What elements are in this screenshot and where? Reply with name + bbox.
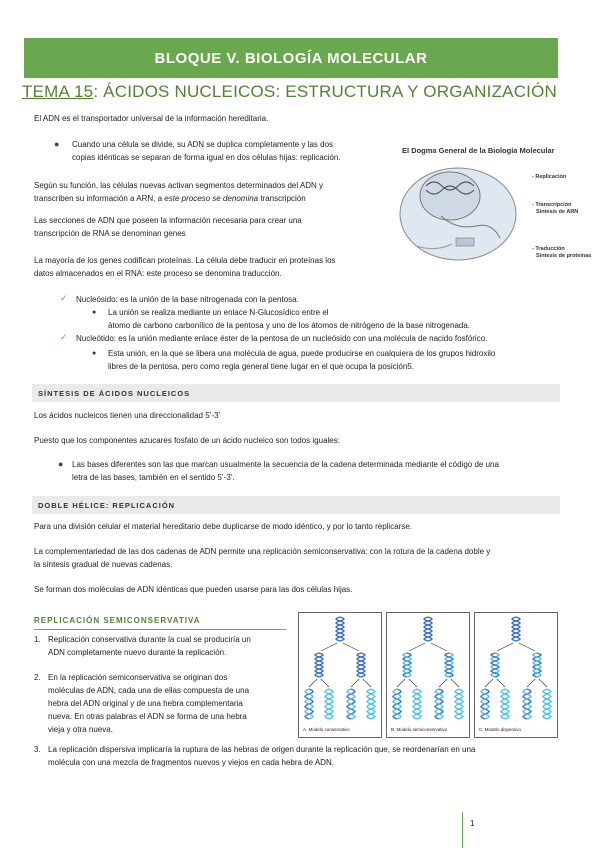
dna-helix <box>512 617 520 641</box>
bloque-banner <box>24 38 558 78</box>
semiconservative-helices <box>387 613 469 725</box>
dna-helix <box>543 689 551 719</box>
arrow <box>321 643 337 651</box>
arrow <box>539 679 547 687</box>
nucleosido-sub-line-1: La unión se realiza mediante un enlace N-Glucosídico entre el <box>108 308 329 317</box>
sintesis-paragraph-2: Puesto que los componentes azucares fosfato de un ácido nucleico son todos iguales: <box>34 436 340 445</box>
bullet-icon: ● <box>58 459 64 469</box>
sintesis-bullet-line-2: letra de las bases, también en el sentido 5’-3’. <box>72 473 235 482</box>
nucleotido-sub-line-1: Esta unión, en la que se libera una molécula de agua, puede producirse en cualquiera de los grupos hidroxilo <box>108 349 496 358</box>
doble-helice-heading <box>32 496 560 514</box>
ribosome <box>456 238 474 246</box>
cell-illustration <box>396 156 526 268</box>
sintesis-heading-text: SÍNTESIS DE ÁCIDOS NUCLEICOS <box>38 388 191 398</box>
sintesis-bullet-line-1: Las bases diferentes son las que marcan usualmente la secuencia de la cadena determinada mediante el código de una <box>72 460 499 469</box>
doble-helice-heading-text: DOBLE HÉLICE: REPLICACIÓN <box>38 500 176 510</box>
tema-number: TEMA 15 <box>22 82 94 101</box>
caption-semiconservative: B. Modelo semiconservativo <box>391 727 448 732</box>
arrow <box>451 679 459 687</box>
intro-bullet-line-1: Cuando una célula se divide, su ADN se duplica completamente y las dos <box>72 140 334 149</box>
item-number: 2. <box>34 673 41 682</box>
check-icon: ✓ <box>60 293 68 303</box>
dna-helix <box>445 653 453 677</box>
label-replicacion: - Replicación <box>532 174 567 180</box>
arrow <box>409 679 417 687</box>
caption-dispersive: C. Modelo dispersivo <box>479 727 522 732</box>
dna-helix <box>435 689 443 719</box>
italic-span: este proceso se denomina <box>164 194 259 203</box>
dogma-figure <box>396 138 591 270</box>
tema-title <box>22 82 557 102</box>
item-number: 1. <box>34 635 41 644</box>
check-icon: ✓ <box>60 332 68 342</box>
dna-helix <box>347 689 355 719</box>
intro-paragraph-4-line-1: La mayoría de los genes codifican proteínas. La célula debe traducir en proteínas los <box>34 256 336 265</box>
arrow <box>497 643 513 651</box>
footer-rule <box>462 812 463 848</box>
dna-helix <box>367 689 375 719</box>
nucleus <box>420 172 480 220</box>
model-panel-semiconservative <box>386 612 470 738</box>
dna-helix <box>501 689 509 719</box>
label-traduccion: - Traducción <box>532 246 565 252</box>
dispersive-helices <box>475 613 557 725</box>
dna-helix <box>481 689 489 719</box>
arrow <box>431 643 447 651</box>
nucleosido-sub-line-2: átomo de carbono carbonílico de la pentosa y uno de los átomos de nitrógeno de la base nitrogenada. <box>108 321 471 330</box>
sub-bullet-icon: ● <box>92 350 97 357</box>
intro-bullet-line-2: copias idénticas se separan de forma igual en dos células hijas: replicación. <box>72 153 341 162</box>
tema-subtitle: : ÁCIDOS NUCLEICOS: ESTRUCTURA Y ORGANIZACIÓN <box>93 82 557 101</box>
replicacion-item-2-line-3: hebra del ADN original y de una hebra complementaria <box>48 699 243 708</box>
arrow <box>409 643 425 651</box>
intro-paragraph-2-line-2 <box>34 193 306 205</box>
nucleotido-text: Nucleótido: es la unión mediante enlace éster de la pentosa de un nucleósido con una molécula de nacido fosfórico. <box>76 334 488 343</box>
nucleosido-text: Nucleósido: es la unión de la base nitrogenada con la pentosa. <box>76 295 299 304</box>
intro-paragraph-2-line-1: Según su función, las células nuevas activan segmentos determinados del ADN y <box>34 181 324 190</box>
replicacion-item-1-line-1: Replicación conservativa durante la cual se produciría un <box>48 635 251 644</box>
sintesis-heading <box>32 384 560 402</box>
replicacion-item-2-line-5: vieja y otra nueva. <box>48 725 113 734</box>
intro-paragraph-4-line-2: datos almacenados en el RNA: este proceso se denomina traducción. <box>34 269 282 278</box>
arrow <box>485 679 493 687</box>
arrow <box>343 643 359 651</box>
dna-helix <box>533 653 541 677</box>
dna-helix <box>413 689 421 719</box>
replicacion-item-3-line-1: La replicación dispersiva implicaría la ruptura de las hebras de origen durante la replicación que, se reordenarían en una <box>48 745 476 754</box>
arrow <box>363 679 371 687</box>
sintesis-paragraph-1: Los ácidos nucleicos tienen una direccionalidad 5’-3’ <box>34 411 221 420</box>
doble-paragraph-2-line-1: La complementariedad de las dos cadenas de ADN permite una replicación semiconservativa: con la rotura de la cadena doble y <box>34 547 491 556</box>
model-panel-dispersive <box>474 612 558 738</box>
replicacion-item-3-line-2: molécula con una mezcla de fragmentos nuevos y viejos en cada hebra de ADN. <box>48 758 334 767</box>
intro-paragraph-1: El ADN es el transportador universal de la información hereditaria. <box>34 114 269 123</box>
label-traduccion-sub: Síntesis de proteínas <box>536 253 592 259</box>
dna-helix <box>336 617 344 641</box>
dna-helix <box>523 689 531 719</box>
dna-helix <box>357 653 365 677</box>
dna-helix <box>325 689 333 719</box>
doble-paragraph-2-line-2: la síntesis gradual de nuevas cadenas. <box>34 560 173 569</box>
intro-paragraph-3-line-2: transcripción de RNA se denominan genes <box>34 229 186 238</box>
arrow <box>397 679 405 687</box>
text-span: transcripción <box>258 194 306 203</box>
arrow <box>351 679 359 687</box>
model-panel-conservative <box>298 612 382 738</box>
arrow <box>439 679 447 687</box>
conservative-helices <box>299 613 381 725</box>
bullet-icon: ● <box>54 139 60 149</box>
sub-bullet-icon: ● <box>92 309 97 316</box>
dna-helix <box>305 689 313 719</box>
doble-paragraph-1: Para una división celular el material hereditario debe duplicarse de modo idéntico, y por lo tanto replicarse. <box>34 522 412 531</box>
replication-models-figure <box>298 612 560 738</box>
item-number: 3. <box>34 745 41 754</box>
dna-helix <box>455 689 463 719</box>
arrow <box>519 643 535 651</box>
dna-helix <box>424 617 432 641</box>
label-transcripcion-sub: Síntesis de ARN <box>536 209 579 215</box>
label-transcripcion: - Transcripción <box>532 202 572 208</box>
dna-helix <box>393 689 401 719</box>
replicacion-underline <box>34 629 286 630</box>
dna-helix <box>315 653 323 677</box>
dna-helix <box>491 653 499 677</box>
page-number: 1 <box>470 819 475 828</box>
doble-paragraph-3: Se forman dos moléculas de ADN idénticas que pueden usarse para las dos células hijas. <box>34 585 353 594</box>
replicacion-item-2-line-1: En la replicación semiconservativa se originan dos <box>48 673 228 682</box>
nucleotido-sub-line-2: libres de la pentosa, pero como regla general tiene lugar en el que ocupa la posición5. <box>108 362 414 371</box>
replicacion-item-2-line-2: moléculas de ADN, cada una de ellas compuesta de una <box>48 686 250 695</box>
arrow <box>321 679 329 687</box>
arrow <box>497 679 505 687</box>
replicacion-item-2-line-4: nueva. En otras palabras el ADN se forma de una hebra <box>48 712 247 721</box>
caption-conservative: A. Modelo conservativo <box>303 727 350 732</box>
replicacion-heading: REPLICACIÓN SEMICONSERVATIVA <box>34 616 201 625</box>
arrow <box>309 679 317 687</box>
intro-paragraph-3-line-1: Las secciones de ADN que poseen la información necesaria para crear una <box>34 216 302 225</box>
replicacion-item-1-line-2: ADN completamente nuevo durante la replicación. <box>48 648 227 657</box>
text-span: transcriben su información a ARN, a <box>34 194 165 203</box>
bloque-title: BLOQUE V. BIOLOGÍA MOLECULAR <box>154 49 428 67</box>
arrow <box>527 679 535 687</box>
dogma-figure-title: El Dogma General de la Biología Molecular <box>402 146 555 155</box>
dna-helix <box>403 653 411 677</box>
